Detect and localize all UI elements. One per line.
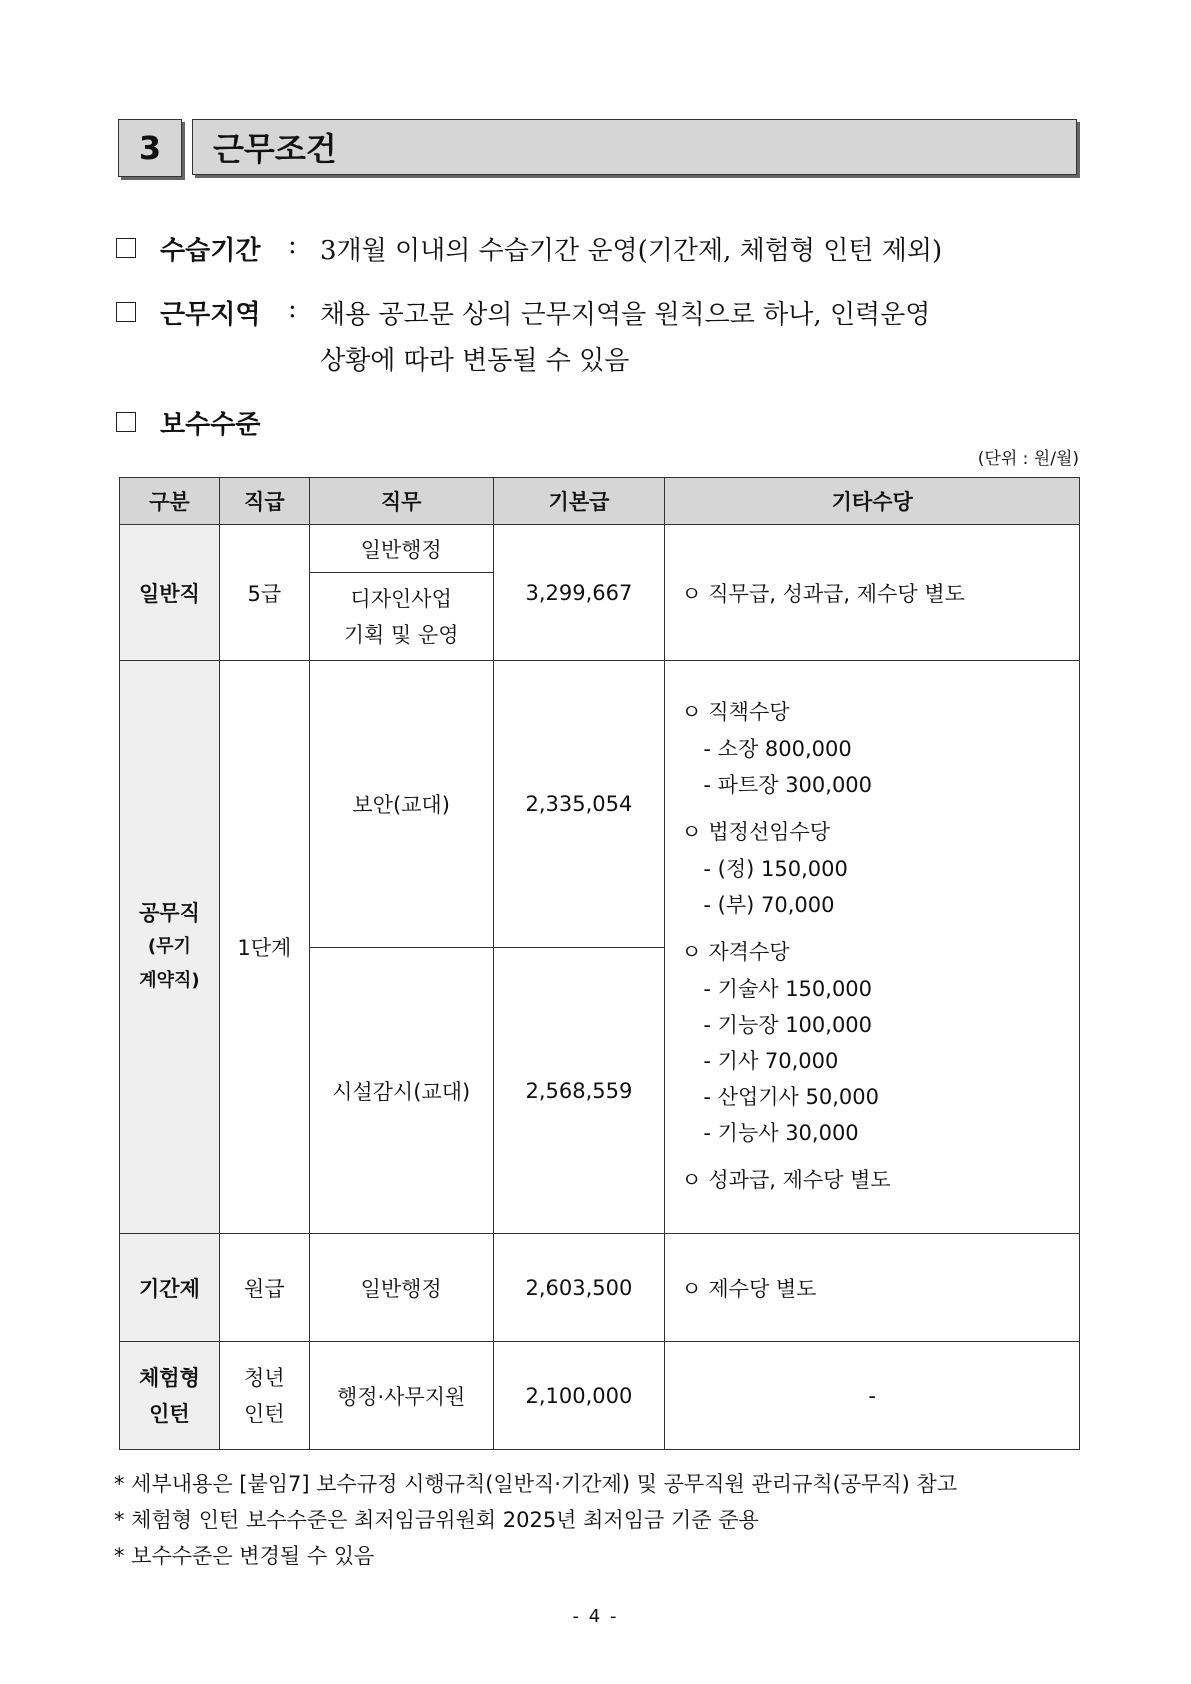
cell-base-pay: 2,568,559 (493, 948, 665, 1234)
footnote: * 체험형 인턴 보수수준은 최저임금위원회 2025년 최저임금 기준 준용 (114, 1508, 759, 1532)
cell-category (120, 1342, 220, 1450)
allowance-title: ㅇ 자격수당 (681, 940, 790, 964)
allowance-detail: - 산업기사 50,000 (703, 1085, 879, 1109)
cell-category: 일반직 (120, 525, 220, 661)
item-text: 3개월 이내의 수습기간 운영(기간제, 체험형 인턴 제외) (320, 236, 943, 266)
allowance-title: ㅇ 성과급, 제수당 별도 (681, 1168, 891, 1192)
cell-other-allowance: ㅇ 직무급, 성과급, 제수당 별도 (665, 525, 1080, 661)
footnote: * 보수수준은 변경될 수 있음 (114, 1544, 375, 1568)
table-row (120, 525, 1080, 573)
item-text: 채용 공고문 상의 근무지역을 원칙으로 하나, 인력운영 (320, 300, 931, 330)
allowance-title: ㅇ 직책수당 (681, 700, 790, 724)
cell-job: 일반행정 (309, 1234, 493, 1342)
allowance-detail: - 파트장 300,000 (703, 773, 873, 797)
table-header-row (120, 478, 1080, 525)
item-colon: : (288, 230, 297, 260)
job-line: 디자인사업 (350, 586, 452, 611)
cell-category (120, 661, 220, 1234)
item-text-line2: 상황에 따라 변동될 수 있음 (320, 346, 630, 376)
header-grade: 직급 (219, 478, 309, 525)
page-number: - 4 - (572, 1606, 619, 1627)
category-line: 체험형 (139, 1365, 200, 1390)
allowance-title: ㅇ 법정선임수당 (681, 820, 831, 844)
cell-job: 일반행정 (309, 525, 493, 573)
grade-line: 청년 (244, 1365, 285, 1390)
header-other-allowance: 기타수당 (665, 478, 1080, 525)
allowance-group (681, 1161, 1079, 1199)
header-base-pay: 기본급 (493, 478, 665, 525)
category-line: 공무직 (139, 901, 200, 925)
cell-other-allowance: - (665, 1342, 1080, 1450)
category-line: 계약직) (139, 970, 200, 991)
grade-line: 인턴 (244, 1401, 285, 1426)
item-pay-level (116, 404, 1076, 444)
cell-grade: 1단계 (219, 661, 309, 1234)
cell-grade: 5급 (219, 525, 309, 661)
cell-job: 시설감시(교대) (309, 948, 493, 1234)
allowance-group (681, 693, 1079, 803)
allowance-detail: - 기능사 30,000 (703, 1121, 859, 1145)
allowance-detail: - 기사 70,000 (703, 1049, 839, 1073)
item-label: 근무지역 (160, 300, 261, 330)
table-row (120, 661, 1080, 948)
cell-job: 행정·사무지원 (309, 1342, 493, 1450)
cell-grade (219, 1342, 309, 1450)
checkbox-icon (116, 302, 136, 322)
item-label: 수습기간 (160, 236, 261, 266)
category-line: 인턴 (149, 1401, 190, 1426)
section-number: 3 (118, 119, 182, 177)
cell-base-pay: 2,100,000 (493, 1342, 665, 1450)
cell-grade: 원급 (219, 1234, 309, 1342)
category-line: (무기 (147, 936, 191, 957)
header-job: 직무 (309, 478, 493, 525)
allowance-detail: - 기술사 150,000 (703, 977, 873, 1001)
cell-category: 기간제 (120, 1234, 220, 1342)
item-location (116, 294, 1076, 374)
checkbox-icon (116, 238, 136, 258)
cell-job (309, 573, 493, 661)
allowance-group (681, 813, 1079, 923)
allowance-detail: - 기능장 100,000 (703, 1013, 873, 1037)
footnote: * 세부내용은 [붙임7] 보수규정 시행규칙(일반직·기간제) 및 공무직원 관리규칙(공무직) 참고 (114, 1472, 958, 1496)
item-label: 보수수준 (160, 410, 261, 440)
cell-job: 보안(교대) (309, 661, 493, 948)
allowance-group (681, 933, 1079, 1151)
section-title: 근무조건 (192, 119, 1077, 175)
job-line: 기획 및 운영 (343, 622, 459, 647)
unit-note: (단위 : 원/월) (977, 449, 1079, 469)
allowance-detail: - (정) 150,000 (703, 857, 848, 881)
table-row (120, 1234, 1080, 1342)
allowance-detail: - (부) 70,000 (703, 893, 835, 917)
cell-other-allowance: ㅇ 제수당 별도 (665, 1234, 1080, 1342)
table-row (120, 1342, 1080, 1450)
cell-other-allowance (665, 661, 1080, 1234)
allowance-detail: - 소장 800,000 (703, 737, 852, 761)
cell-base-pay: 3,299,667 (493, 525, 665, 661)
checkbox-icon (116, 412, 136, 432)
item-colon: : (288, 294, 297, 324)
cell-base-pay: 2,603,500 (493, 1234, 665, 1342)
pay-table (119, 477, 1080, 1450)
cell-base-pay: 2,335,054 (493, 661, 665, 948)
item-probation (116, 230, 1076, 270)
footnotes (114, 1466, 957, 1574)
header-category: 구분 (120, 478, 220, 525)
